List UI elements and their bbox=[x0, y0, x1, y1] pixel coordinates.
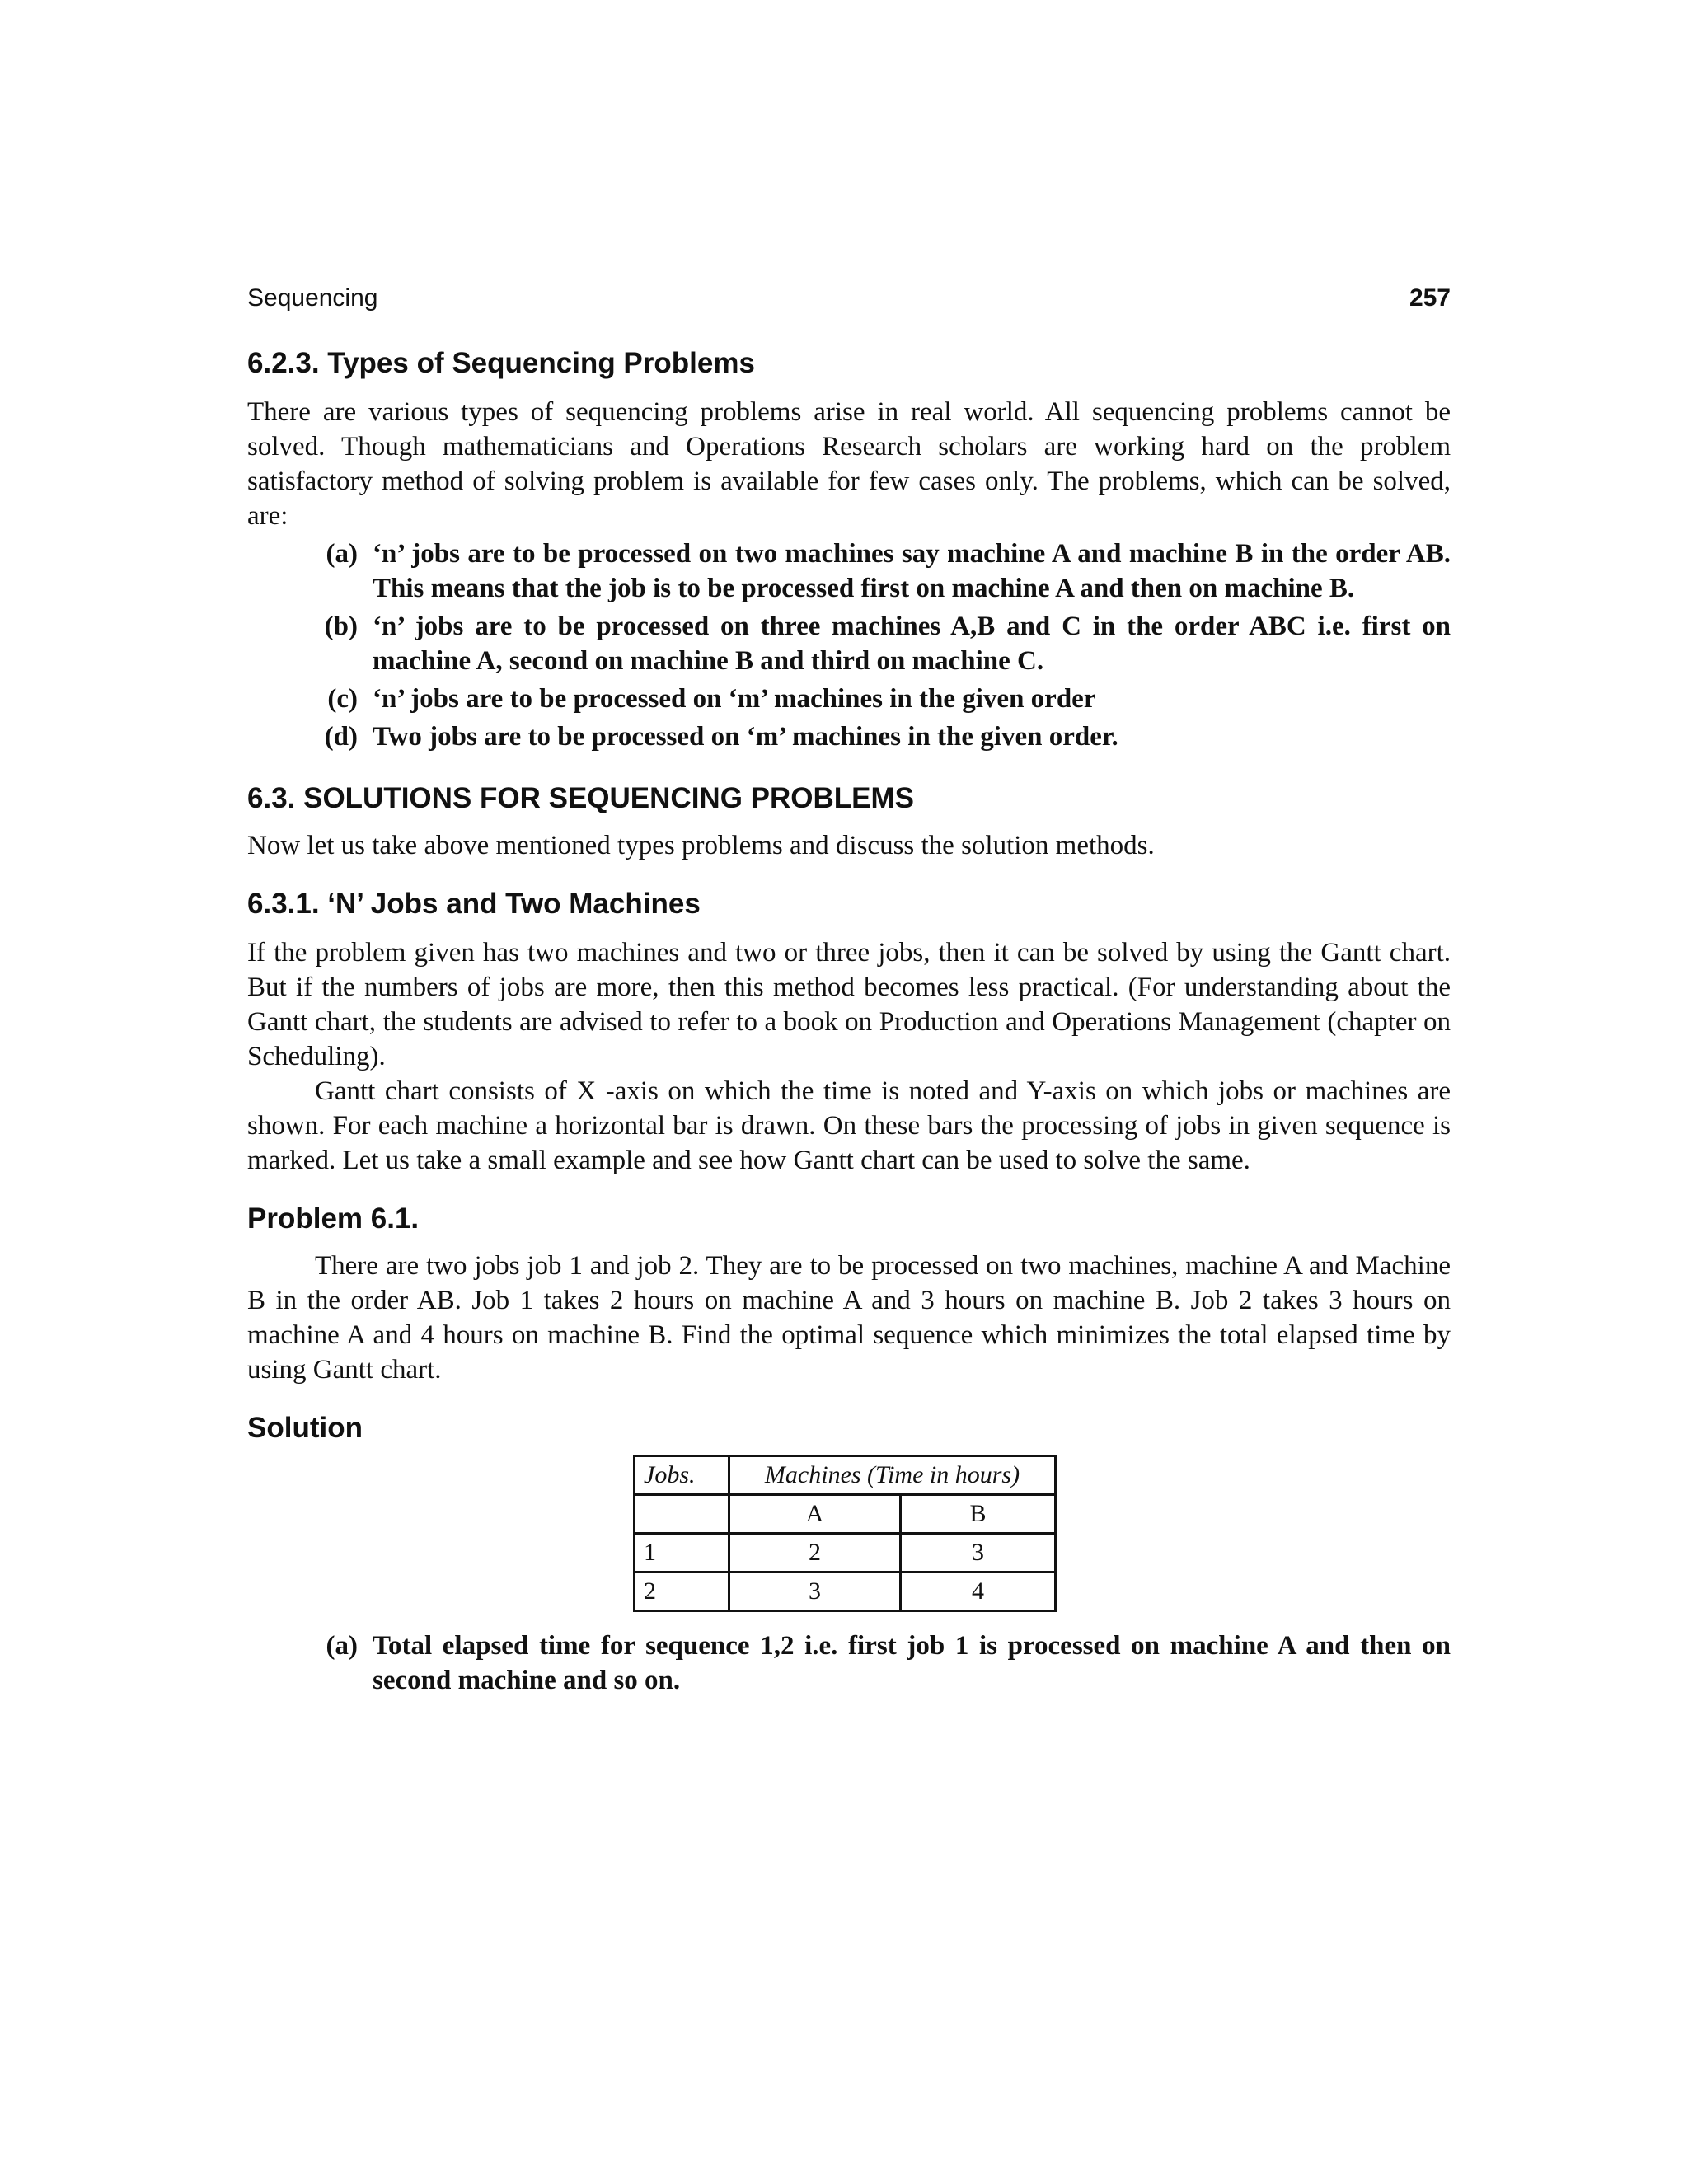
table-cell: 2 bbox=[729, 1534, 901, 1572]
problem-types-list bbox=[247, 537, 1451, 754]
table-header-machines: Machines (Time in hours) bbox=[729, 1456, 1056, 1495]
table-row bbox=[635, 1534, 1056, 1572]
section-63-text: Now let us take above mentioned types problems and discuss the solution methods. bbox=[247, 831, 1155, 860]
table-cell: 2 bbox=[635, 1572, 729, 1611]
table-cell: 1 bbox=[635, 1534, 729, 1572]
list-item: (b) ‘n’ jobs are to be processed on three machines A,B and C in the order ABC i.e. first on machine A, second on machine B and third on machine C. bbox=[247, 609, 1451, 678]
table-cell: 4 bbox=[901, 1572, 1056, 1611]
intro-paragraph: There are various types of sequencing problems arise in real world. All sequencing problems cannot be solved. Though mathematicians and Operations Research scholars are working hard on the problem satisfactory method of solving problem is available for few cases only. The problems, which can be solved, are: bbox=[247, 397, 1451, 531]
table-cell: 3 bbox=[729, 1572, 901, 1611]
table-row bbox=[635, 1572, 1056, 1611]
list-item: (d) Two jobs are to be processed on ‘m’ machines in the given order. bbox=[247, 719, 1451, 754]
section-heading-63: 6.3. SOLUTIONS FOR SEQUENCING PROBLEMS bbox=[247, 782, 914, 814]
book-page bbox=[247, 284, 1451, 1698]
list-item-text: Two jobs are to be processed on ‘m’ machines in the given order. bbox=[373, 722, 1118, 752]
processing-time-table bbox=[633, 1455, 1057, 1612]
problem-heading: Problem 6.1. bbox=[247, 1202, 420, 1235]
list-item-text: ‘n’ jobs are to be processed on three machines A,B and C in the order ABC i.e. first on machine A, second on machine B and third on machine C. bbox=[373, 612, 1451, 676]
list-item: (c) ‘n’ jobs are to be processed on ‘m’ machines in the given order bbox=[247, 682, 1451, 716]
table-cell bbox=[635, 1495, 729, 1534]
table-header-jobs: Jobs. bbox=[635, 1456, 729, 1495]
table-cell: A bbox=[729, 1495, 901, 1534]
running-title: Sequencing bbox=[247, 284, 378, 312]
running-header bbox=[247, 284, 1451, 312]
list-item-text: ‘n’ jobs are to be processed on ‘m’ machines in the given order bbox=[373, 684, 1096, 714]
section-heading-631: 6.3.1. ‘N’ Jobs and Two Machines bbox=[247, 888, 701, 920]
list-item: (a) ‘n’ jobs are to be processed on two machines say machine A and machine B in the order AB. This means that the job is to be processed first on machine A and then on machine B. bbox=[247, 537, 1451, 606]
table-cell: B bbox=[901, 1495, 1056, 1534]
gantt-paragraph-1: If the problem given has two machines and two or three jobs, then it can be solved by using the Gantt chart. But if the numbers of jobs are more, then this method becomes less practical. (For understanding about the Gantt chart, the students are advised to refer to a book on Production and Operations Management (chapter on Scheduling). bbox=[247, 938, 1451, 1071]
list-item-text: Total elapsed time for sequence 1,2 i.e. first job 1 is processed on machine A and then on second machine and so on. bbox=[373, 1631, 1451, 1695]
table-header-row bbox=[635, 1456, 1056, 1495]
gantt-paragraph-2: Gantt chart consists of X -axis on which the time is noted and Y-axis on which jobs or machines are shown. For each machine a horizontal bar is drawn. On these bars the processing of jobs in given sequence is marked. Let us take a small example and see how Gantt chart can be used to solve the same. bbox=[247, 1076, 1451, 1175]
solution-heading: Solution bbox=[247, 1412, 363, 1444]
solution-steps-list bbox=[247, 1629, 1451, 1698]
section-heading-623: 6.2.3. Types of Sequencing Problems bbox=[247, 347, 755, 379]
problem-text: There are two jobs job 1 and job 2. They are to be processed on two machines, machine A and Machine B in the order AB. Job 1 takes 2 hours on machine A and 3 hours on machine B. Job 2 takes 3 hours on machine A and 4 hours on machine B. Find the optimal sequence which minimizes the total elapsed time by using Gantt chart. bbox=[247, 1251, 1451, 1385]
list-item-text: ‘n’ jobs are to be processed on two machines say machine A and machine B in the order AB. This means that the job is to be processed first on machine A and then on machine B. bbox=[373, 539, 1451, 603]
table-subheader-row bbox=[635, 1495, 1056, 1534]
page-number: 257 bbox=[1409, 284, 1451, 312]
list-item: (a) Total elapsed time for sequence 1,2 i.e. first job 1 is processed on machine A and then on second machine and so on. bbox=[247, 1629, 1451, 1698]
table-cell: 3 bbox=[901, 1534, 1056, 1572]
